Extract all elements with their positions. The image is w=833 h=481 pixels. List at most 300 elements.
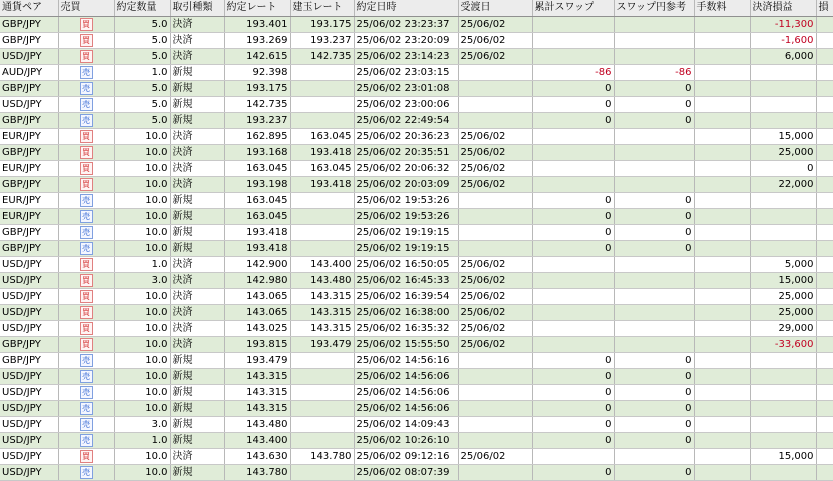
table-row[interactable] bbox=[0, 289, 833, 305]
extra-cell bbox=[816, 353, 833, 369]
sell-badge: 売 bbox=[80, 242, 93, 255]
side-cell bbox=[58, 177, 114, 193]
pnl-cell bbox=[750, 81, 816, 97]
position-rate-cell: 193.418 bbox=[290, 177, 354, 193]
side-cell bbox=[58, 113, 114, 129]
qty-cell: 10.0 bbox=[114, 401, 170, 417]
pair-cell: GBP/JPY bbox=[0, 33, 58, 49]
table-row[interactable] bbox=[0, 33, 833, 49]
table-row[interactable] bbox=[0, 305, 833, 321]
position-rate-cell: 163.045 bbox=[290, 161, 354, 177]
side-cell bbox=[58, 257, 114, 273]
header-row bbox=[0, 0, 833, 17]
settle-date-cell bbox=[458, 81, 532, 97]
position-rate-cell: 193.479 bbox=[290, 337, 354, 353]
pnl-cell bbox=[750, 65, 816, 81]
position-rate-cell bbox=[290, 113, 354, 129]
col-header-type[interactable]: 取引種類 bbox=[170, 0, 224, 17]
col-header-pair[interactable]: 通貨ペア bbox=[0, 0, 58, 17]
side-cell bbox=[58, 129, 114, 145]
swap-cell bbox=[532, 177, 614, 193]
table-row[interactable] bbox=[0, 129, 833, 145]
side-cell bbox=[58, 289, 114, 305]
type-cell: 決済 bbox=[170, 337, 224, 353]
side-cell bbox=[58, 97, 114, 113]
side-cell bbox=[58, 225, 114, 241]
exec-time-cell: 25/06/02 23:23:37 bbox=[354, 17, 458, 33]
col-header-pnl[interactable]: 決済損益 bbox=[750, 0, 816, 17]
qty-cell: 5.0 bbox=[114, 49, 170, 65]
qty-cell: 10.0 bbox=[114, 321, 170, 337]
extra-cell bbox=[816, 465, 833, 481]
table-row[interactable] bbox=[0, 417, 833, 433]
exec-time-cell: 25/06/02 23:20:09 bbox=[354, 33, 458, 49]
swap-cell bbox=[532, 161, 614, 177]
qty-cell: 5.0 bbox=[114, 97, 170, 113]
extra-cell bbox=[816, 225, 833, 241]
settle-date-cell: 25/06/02 bbox=[458, 145, 532, 161]
position-rate-cell: 193.237 bbox=[290, 33, 354, 49]
pair-cell: USD/JPY bbox=[0, 97, 58, 113]
sell-badge: 売 bbox=[80, 418, 93, 431]
pair-cell: GBP/JPY bbox=[0, 337, 58, 353]
extra-cell bbox=[816, 49, 833, 65]
type-cell: 決済 bbox=[170, 17, 224, 33]
extra-cell bbox=[816, 401, 833, 417]
pnl-cell bbox=[750, 353, 816, 369]
col-header-swap-ref[interactable]: スワップ円参考 bbox=[614, 0, 694, 17]
exec-time-cell: 25/06/02 16:38:00 bbox=[354, 305, 458, 321]
table-row[interactable] bbox=[0, 225, 833, 241]
extra-cell bbox=[816, 97, 833, 113]
fee-cell bbox=[694, 65, 750, 81]
table-row[interactable] bbox=[0, 449, 833, 465]
type-cell: 新規 bbox=[170, 401, 224, 417]
fee-cell bbox=[694, 337, 750, 353]
rate-cell: 193.418 bbox=[224, 241, 290, 257]
side-cell bbox=[58, 449, 114, 465]
exec-time-cell: 25/06/02 14:56:06 bbox=[354, 369, 458, 385]
rate-cell: 142.900 bbox=[224, 257, 290, 273]
position-rate-cell bbox=[290, 225, 354, 241]
table-row[interactable] bbox=[0, 145, 833, 161]
swap-ref-cell bbox=[614, 33, 694, 49]
table-row[interactable] bbox=[0, 49, 833, 65]
type-cell: 決済 bbox=[170, 449, 224, 465]
position-rate-cell: 143.315 bbox=[290, 289, 354, 305]
fee-cell bbox=[694, 417, 750, 433]
fee-cell bbox=[694, 433, 750, 449]
pnl-cell: -11,300 bbox=[750, 17, 816, 33]
swap-cell bbox=[532, 145, 614, 161]
pair-cell: AUD/JPY bbox=[0, 65, 58, 81]
exec-time-cell: 25/06/02 23:14:23 bbox=[354, 49, 458, 65]
col-header-swap[interactable]: 累計スワップ bbox=[532, 0, 614, 17]
exec-time-cell: 25/06/02 20:03:09 bbox=[354, 177, 458, 193]
pnl-cell bbox=[750, 113, 816, 129]
swap-cell: 0 bbox=[532, 209, 614, 225]
rate-cell: 142.735 bbox=[224, 97, 290, 113]
pair-cell: GBP/JPY bbox=[0, 353, 58, 369]
position-rate-cell bbox=[290, 353, 354, 369]
extra-cell bbox=[816, 113, 833, 129]
exec-time-cell: 25/06/02 08:07:39 bbox=[354, 465, 458, 481]
pair-cell: USD/JPY bbox=[0, 289, 58, 305]
buy-badge: 買 bbox=[80, 274, 93, 287]
extra-cell bbox=[816, 449, 833, 465]
buy-badge: 買 bbox=[80, 450, 93, 463]
rate-cell: 143.630 bbox=[224, 449, 290, 465]
side-cell bbox=[58, 49, 114, 65]
position-rate-cell: 163.045 bbox=[290, 129, 354, 145]
type-cell: 新規 bbox=[170, 385, 224, 401]
qty-cell: 10.0 bbox=[114, 449, 170, 465]
type-cell: 決済 bbox=[170, 161, 224, 177]
position-rate-cell bbox=[290, 81, 354, 97]
side-cell bbox=[58, 321, 114, 337]
buy-badge: 買 bbox=[80, 338, 93, 351]
buy-badge: 買 bbox=[80, 18, 93, 31]
table-row[interactable] bbox=[0, 433, 833, 449]
settle-date-cell: 25/06/02 bbox=[458, 289, 532, 305]
rate-cell: 193.269 bbox=[224, 33, 290, 49]
type-cell: 新規 bbox=[170, 241, 224, 257]
rate-cell: 143.025 bbox=[224, 321, 290, 337]
fee-cell bbox=[694, 161, 750, 177]
pnl-cell bbox=[750, 241, 816, 257]
table-row[interactable] bbox=[0, 465, 833, 481]
type-cell: 新規 bbox=[170, 81, 224, 97]
side-cell bbox=[58, 145, 114, 161]
fee-cell bbox=[694, 177, 750, 193]
pnl-cell: 25,000 bbox=[750, 289, 816, 305]
qty-cell: 10.0 bbox=[114, 193, 170, 209]
col-header-qty[interactable]: 約定数量 bbox=[114, 0, 170, 17]
pair-cell: USD/JPY bbox=[0, 433, 58, 449]
side-cell bbox=[58, 81, 114, 97]
table-row[interactable] bbox=[0, 81, 833, 97]
rate-cell: 92.398 bbox=[224, 65, 290, 81]
buy-badge: 買 bbox=[80, 162, 93, 175]
rate-cell: 142.980 bbox=[224, 273, 290, 289]
swap-cell: -86 bbox=[532, 65, 614, 81]
swap-ref-cell bbox=[614, 337, 694, 353]
fee-cell bbox=[694, 401, 750, 417]
fee-cell bbox=[694, 273, 750, 289]
extra-cell bbox=[816, 177, 833, 193]
pnl-cell: 6,000 bbox=[750, 49, 816, 65]
table-row[interactable] bbox=[0, 17, 833, 33]
swap-ref-cell: 0 bbox=[614, 113, 694, 129]
settle-date-cell: 25/06/02 bbox=[458, 33, 532, 49]
pnl-cell: 15,000 bbox=[750, 449, 816, 465]
buy-badge: 買 bbox=[80, 146, 93, 159]
qty-cell: 10.0 bbox=[114, 465, 170, 481]
rate-cell: 143.480 bbox=[224, 417, 290, 433]
type-cell: 決済 bbox=[170, 289, 224, 305]
pair-cell: GBP/JPY bbox=[0, 113, 58, 129]
col-header-exec-time[interactable]: 約定日時 bbox=[354, 0, 458, 17]
table-row[interactable] bbox=[0, 97, 833, 113]
side-cell bbox=[58, 465, 114, 481]
fee-cell bbox=[694, 145, 750, 161]
side-cell bbox=[58, 193, 114, 209]
swap-cell: 0 bbox=[532, 97, 614, 113]
fee-cell bbox=[694, 225, 750, 241]
qty-cell: 10.0 bbox=[114, 209, 170, 225]
swap-ref-cell bbox=[614, 177, 694, 193]
exec-time-cell: 25/06/02 22:49:54 bbox=[354, 113, 458, 129]
swap-cell: 0 bbox=[532, 241, 614, 257]
qty-cell: 10.0 bbox=[114, 129, 170, 145]
side-cell bbox=[58, 33, 114, 49]
swap-cell: 0 bbox=[532, 401, 614, 417]
swap-ref-cell bbox=[614, 449, 694, 465]
side-cell bbox=[58, 353, 114, 369]
exec-time-cell: 25/06/02 10:26:10 bbox=[354, 433, 458, 449]
swap-ref-cell: 0 bbox=[614, 209, 694, 225]
position-rate-cell: 143.400 bbox=[290, 257, 354, 273]
sell-badge: 売 bbox=[80, 370, 93, 383]
settle-date-cell bbox=[458, 193, 532, 209]
type-cell: 決済 bbox=[170, 257, 224, 273]
buy-badge: 買 bbox=[80, 50, 93, 63]
sell-badge: 売 bbox=[80, 354, 93, 367]
exec-time-cell: 25/06/02 20:06:32 bbox=[354, 161, 458, 177]
swap-cell bbox=[532, 33, 614, 49]
pnl-cell bbox=[750, 385, 816, 401]
swap-cell: 0 bbox=[532, 113, 614, 129]
swap-cell bbox=[532, 321, 614, 337]
buy-badge: 買 bbox=[80, 34, 93, 47]
exec-time-cell: 25/06/02 19:53:26 bbox=[354, 209, 458, 225]
fee-cell bbox=[694, 241, 750, 257]
qty-cell: 10.0 bbox=[114, 145, 170, 161]
pair-cell: USD/JPY bbox=[0, 385, 58, 401]
type-cell: 決済 bbox=[170, 49, 224, 65]
fee-cell bbox=[694, 289, 750, 305]
type-cell: 決済 bbox=[170, 321, 224, 337]
buy-badge: 買 bbox=[80, 258, 93, 271]
fee-cell bbox=[694, 113, 750, 129]
sell-badge: 売 bbox=[80, 210, 93, 223]
table-row[interactable] bbox=[0, 321, 833, 337]
fee-cell bbox=[694, 17, 750, 33]
settle-date-cell bbox=[458, 401, 532, 417]
settle-date-cell bbox=[458, 353, 532, 369]
extra-cell bbox=[816, 129, 833, 145]
table-row[interactable] bbox=[0, 193, 833, 209]
position-rate-cell: 143.480 bbox=[290, 273, 354, 289]
fee-cell bbox=[694, 97, 750, 113]
table-row[interactable] bbox=[0, 65, 833, 81]
settle-date-cell bbox=[458, 241, 532, 257]
sell-badge: 売 bbox=[80, 66, 93, 79]
table-row[interactable] bbox=[0, 337, 833, 353]
pnl-cell bbox=[750, 225, 816, 241]
swap-ref-cell: 0 bbox=[614, 401, 694, 417]
fee-cell bbox=[694, 353, 750, 369]
qty-cell: 10.0 bbox=[114, 225, 170, 241]
qty-cell: 5.0 bbox=[114, 33, 170, 49]
pair-cell: EUR/JPY bbox=[0, 209, 58, 225]
qty-cell: 1.0 bbox=[114, 65, 170, 81]
col-header-fee[interactable]: 手数料 bbox=[694, 0, 750, 17]
qty-cell: 5.0 bbox=[114, 17, 170, 33]
side-cell bbox=[58, 369, 114, 385]
exec-time-cell: 25/06/02 19:19:15 bbox=[354, 225, 458, 241]
buy-badge: 買 bbox=[80, 322, 93, 335]
pair-cell: USD/JPY bbox=[0, 257, 58, 273]
swap-cell: 0 bbox=[532, 193, 614, 209]
table-row[interactable] bbox=[0, 257, 833, 273]
extra-cell bbox=[816, 145, 833, 161]
pnl-cell bbox=[750, 401, 816, 417]
settle-date-cell bbox=[458, 225, 532, 241]
settle-date-cell bbox=[458, 417, 532, 433]
qty-cell: 1.0 bbox=[114, 433, 170, 449]
swap-ref-cell bbox=[614, 145, 694, 161]
settle-date-cell bbox=[458, 369, 532, 385]
table-row[interactable] bbox=[0, 273, 833, 289]
extra-cell bbox=[816, 209, 833, 225]
pnl-cell: -1,600 bbox=[750, 33, 816, 49]
pair-cell: USD/JPY bbox=[0, 449, 58, 465]
swap-cell: 0 bbox=[532, 369, 614, 385]
type-cell: 決済 bbox=[170, 177, 224, 193]
pair-cell: USD/JPY bbox=[0, 321, 58, 337]
settle-date-cell bbox=[458, 465, 532, 481]
pnl-cell bbox=[750, 433, 816, 449]
extra-cell bbox=[816, 161, 833, 177]
type-cell: 新規 bbox=[170, 417, 224, 433]
pair-cell: EUR/JPY bbox=[0, 193, 58, 209]
table-row[interactable] bbox=[0, 177, 833, 193]
settle-date-cell: 25/06/02 bbox=[458, 49, 532, 65]
pair-cell: EUR/JPY bbox=[0, 161, 58, 177]
swap-cell: 0 bbox=[532, 353, 614, 369]
exec-time-cell: 25/06/02 14:56:06 bbox=[354, 385, 458, 401]
side-cell bbox=[58, 305, 114, 321]
swap-ref-cell bbox=[614, 49, 694, 65]
exec-time-cell: 25/06/02 14:09:43 bbox=[354, 417, 458, 433]
settle-date-cell: 25/06/02 bbox=[458, 449, 532, 465]
table-row[interactable] bbox=[0, 353, 833, 369]
extra-cell bbox=[816, 321, 833, 337]
pnl-cell: 29,000 bbox=[750, 321, 816, 337]
qty-cell: 10.0 bbox=[114, 369, 170, 385]
settle-date-cell: 25/06/02 bbox=[458, 257, 532, 273]
buy-badge: 買 bbox=[80, 306, 93, 319]
type-cell: 新規 bbox=[170, 369, 224, 385]
side-cell bbox=[58, 65, 114, 81]
qty-cell: 10.0 bbox=[114, 305, 170, 321]
table-row[interactable] bbox=[0, 209, 833, 225]
table-row[interactable] bbox=[0, 113, 833, 129]
swap-ref-cell: 0 bbox=[614, 385, 694, 401]
settle-date-cell bbox=[458, 97, 532, 113]
sell-badge: 売 bbox=[80, 434, 93, 447]
fee-cell bbox=[694, 193, 750, 209]
table-row[interactable] bbox=[0, 241, 833, 257]
rate-cell: 193.479 bbox=[224, 353, 290, 369]
table-row[interactable] bbox=[0, 161, 833, 177]
fee-cell bbox=[694, 449, 750, 465]
type-cell: 新規 bbox=[170, 65, 224, 81]
exec-time-cell: 25/06/02 14:56:06 bbox=[354, 401, 458, 417]
rate-cell: 162.895 bbox=[224, 129, 290, 145]
table-row[interactable] bbox=[0, 385, 833, 401]
extra-cell bbox=[816, 305, 833, 321]
position-rate-cell bbox=[290, 193, 354, 209]
sell-badge: 売 bbox=[80, 402, 93, 415]
rate-cell: 163.045 bbox=[224, 209, 290, 225]
table-row[interactable] bbox=[0, 369, 833, 385]
side-cell bbox=[58, 385, 114, 401]
sell-badge: 売 bbox=[80, 82, 93, 95]
swap-cell: 0 bbox=[532, 225, 614, 241]
pair-cell: USD/JPY bbox=[0, 417, 58, 433]
settle-date-cell bbox=[458, 209, 532, 225]
exec-time-cell: 25/06/02 20:35:51 bbox=[354, 145, 458, 161]
pnl-cell bbox=[750, 417, 816, 433]
swap-cell bbox=[532, 273, 614, 289]
col-header-extra[interactable]: 損 bbox=[816, 0, 833, 17]
fee-cell bbox=[694, 385, 750, 401]
extra-cell bbox=[816, 65, 833, 81]
qty-cell: 3.0 bbox=[114, 417, 170, 433]
extra-cell bbox=[816, 273, 833, 289]
rate-cell: 143.780 bbox=[224, 465, 290, 481]
position-rate-cell bbox=[290, 433, 354, 449]
pair-cell: GBP/JPY bbox=[0, 177, 58, 193]
exec-time-cell: 25/06/02 23:01:08 bbox=[354, 81, 458, 97]
pnl-cell: 15,000 bbox=[750, 129, 816, 145]
col-header-side[interactable]: 売買 bbox=[58, 0, 114, 17]
buy-badge: 買 bbox=[80, 290, 93, 303]
sell-badge: 売 bbox=[80, 114, 93, 127]
side-cell bbox=[58, 17, 114, 33]
col-header-rate[interactable]: 約定レート bbox=[224, 0, 290, 17]
side-cell bbox=[58, 241, 114, 257]
type-cell: 新規 bbox=[170, 113, 224, 129]
type-cell: 決済 bbox=[170, 305, 224, 321]
swap-ref-cell: 0 bbox=[614, 97, 694, 113]
pnl-cell bbox=[750, 465, 816, 481]
position-rate-cell: 193.175 bbox=[290, 17, 354, 33]
pair-cell: USD/JPY bbox=[0, 369, 58, 385]
exec-time-cell: 25/06/02 16:39:54 bbox=[354, 289, 458, 305]
table-row[interactable] bbox=[0, 401, 833, 417]
qty-cell: 10.0 bbox=[114, 289, 170, 305]
pair-cell: EUR/JPY bbox=[0, 129, 58, 145]
type-cell: 決済 bbox=[170, 129, 224, 145]
qty-cell: 5.0 bbox=[114, 113, 170, 129]
type-cell: 決済 bbox=[170, 33, 224, 49]
col-header-settle-date[interactable]: 受渡日 bbox=[458, 0, 532, 17]
fee-cell bbox=[694, 33, 750, 49]
side-cell bbox=[58, 401, 114, 417]
pair-cell: USD/JPY bbox=[0, 305, 58, 321]
col-header-position-rate[interactable]: 建玉レート bbox=[290, 0, 354, 17]
fee-cell bbox=[694, 257, 750, 273]
pair-cell: GBP/JPY bbox=[0, 241, 58, 257]
pair-cell: GBP/JPY bbox=[0, 145, 58, 161]
extra-cell bbox=[816, 289, 833, 305]
rate-cell: 142.615 bbox=[224, 49, 290, 65]
swap-ref-cell bbox=[614, 321, 694, 337]
sell-badge: 売 bbox=[80, 466, 93, 479]
